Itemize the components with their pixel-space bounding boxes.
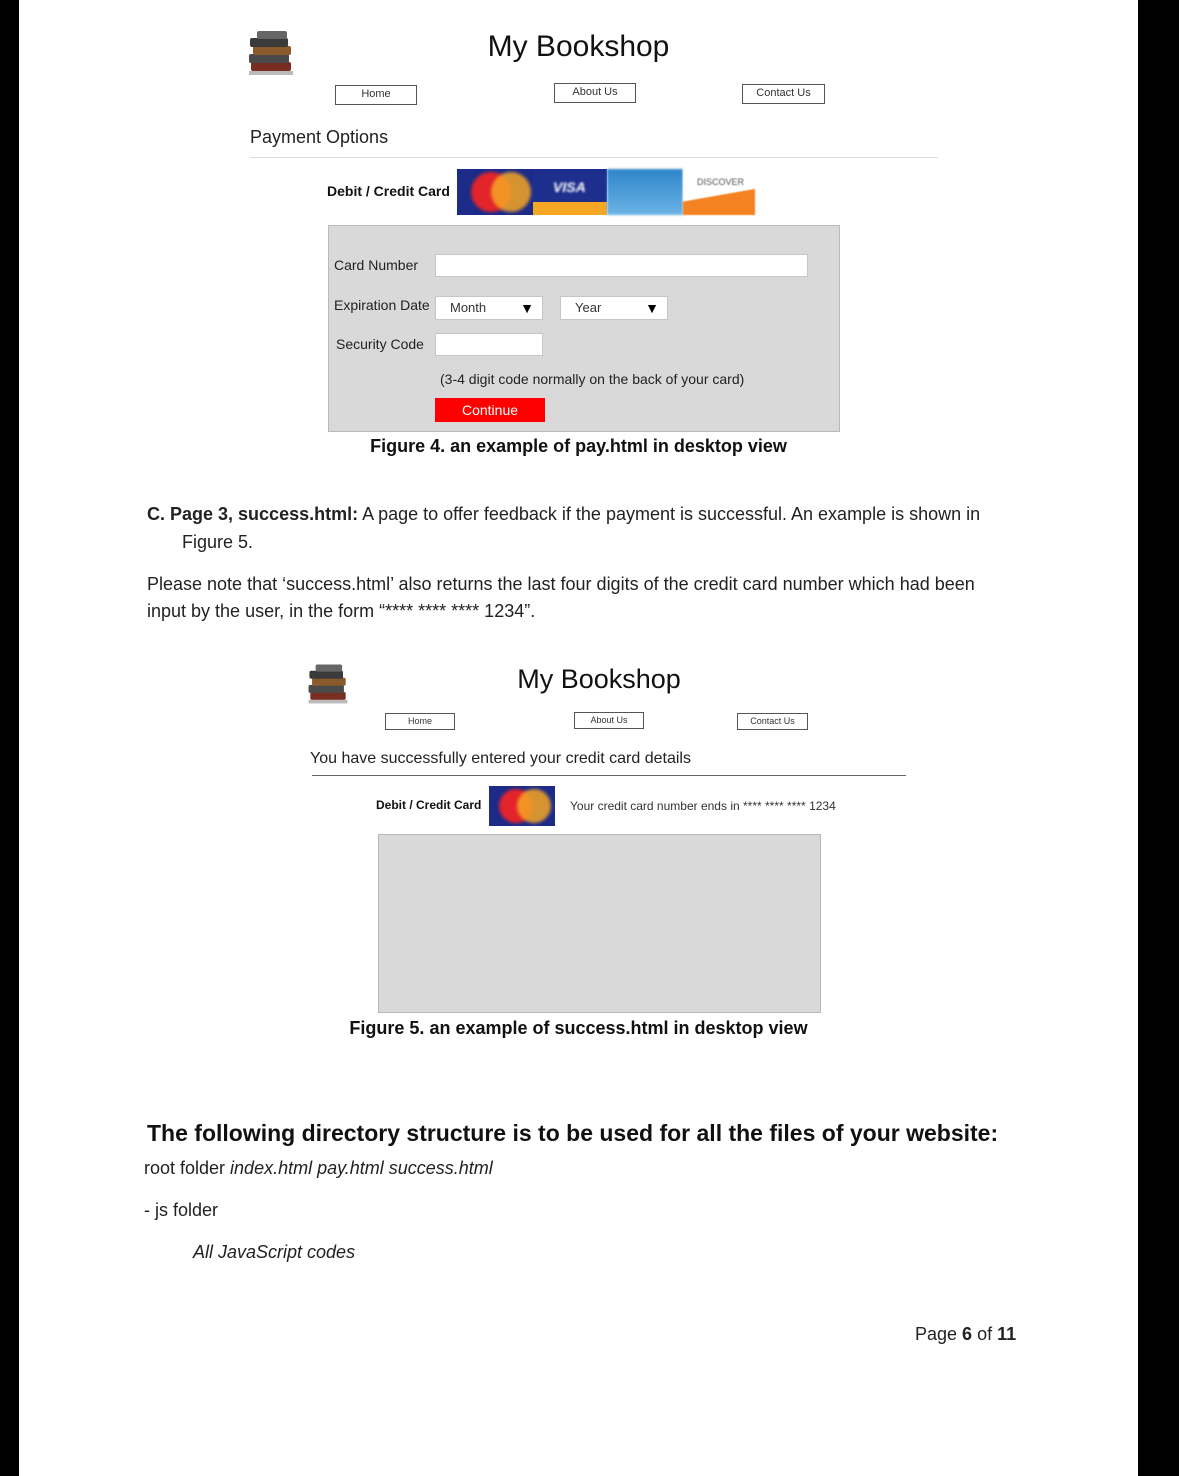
discover-icon[interactable] [683, 169, 755, 215]
expiration-date-label: Expiration Date [334, 297, 430, 313]
amex-icon[interactable] [607, 169, 683, 215]
card-mask: **** **** **** [743, 799, 806, 813]
nav-about-button[interactable]: About Us [574, 712, 644, 729]
card-type-label: Debit / Credit Card [376, 798, 482, 812]
security-code-label: Security Code [336, 336, 424, 352]
year-select-value: Year [575, 300, 602, 315]
directory-heading: The following directory structure is to be used for all the files of your website: [147, 1120, 999, 1146]
site-title: My Bookshop [487, 30, 670, 63]
card-type-label: Debit / Credit Card [327, 183, 450, 199]
card-logos [457, 169, 755, 215]
month-select-value: Month [450, 300, 487, 315]
site-title: My Bookshop [517, 664, 681, 694]
year-select[interactable] [560, 296, 668, 320]
note-line-1: Please note that ‘success.html’ also returns the last four digits of the credit card number which had been [147, 574, 975, 594]
dropdown-arrow-icon: ▼ [520, 300, 534, 316]
document-page [19, 0, 1138, 1476]
nav-contact-button[interactable]: Contact Us [742, 84, 825, 104]
divider [250, 157, 938, 158]
content-placeholder [378, 834, 821, 1013]
security-code-input[interactable] [435, 333, 543, 356]
visa-text: VISA [553, 179, 586, 195]
security-code-hint: (3-4 digit code normally on the back of your card) [440, 371, 745, 387]
page-of: of [972, 1324, 998, 1344]
nav-home-button[interactable]: Home [385, 713, 455, 730]
nav-contact-button[interactable]: Contact Us [737, 713, 808, 730]
root-folder-line [144, 1158, 493, 1179]
mastercard-icon[interactable] [457, 169, 533, 215]
figure-5-caption: Figure 5. an example of success.html in desktop view [349, 1018, 808, 1038]
divider [312, 775, 906, 776]
card-number-label: Card Number [334, 257, 419, 273]
page-total: 11 [997, 1324, 1017, 1344]
section-c-title: C. Page 3, success.html: [147, 504, 359, 524]
continue-button[interactable]: Continue [435, 398, 545, 422]
root-files: index.html pay.html success.html [230, 1158, 493, 1178]
mastercard-icon [489, 786, 555, 826]
page-current: 6 [962, 1324, 973, 1344]
section-c-heading [147, 501, 980, 528]
discover-text: DISCOVER [697, 177, 745, 187]
card-number-input[interactable] [435, 254, 808, 277]
card-ending-text [570, 799, 836, 813]
section-c-description: A page to offer feedback if the payment is successful. An example is shown in [358, 504, 981, 524]
month-select[interactable] [435, 296, 543, 320]
js-folder-line: - js folder [144, 1200, 219, 1220]
dropdown-arrow-icon: ▼ [645, 300, 659, 316]
nav-about-button[interactable]: About Us [554, 83, 636, 103]
root-folder-label: root folder [144, 1158, 231, 1178]
card-last-four: 1234 [809, 799, 836, 813]
payment-options-heading: Payment Options [250, 127, 389, 147]
card-ends-label: Your credit card number ends in [570, 799, 740, 813]
section-c-heading-line2: Figure 5. [182, 532, 254, 552]
js-folder-contents: All JavaScript codes [193, 1242, 356, 1262]
visa-icon[interactable] [533, 169, 607, 215]
page-prefix: Page [915, 1324, 963, 1344]
nav-home-button[interactable]: Home [335, 85, 417, 105]
page-number [915, 1324, 1016, 1345]
figure-4-caption: Figure 4. an example of pay.html in desktop view [370, 436, 787, 456]
success-message: You have successfully entered your credit card details [310, 750, 691, 767]
card-logos [489, 786, 555, 826]
note-line-2: input by the user, in the form “**** **** **** 1234”. [147, 601, 536, 621]
